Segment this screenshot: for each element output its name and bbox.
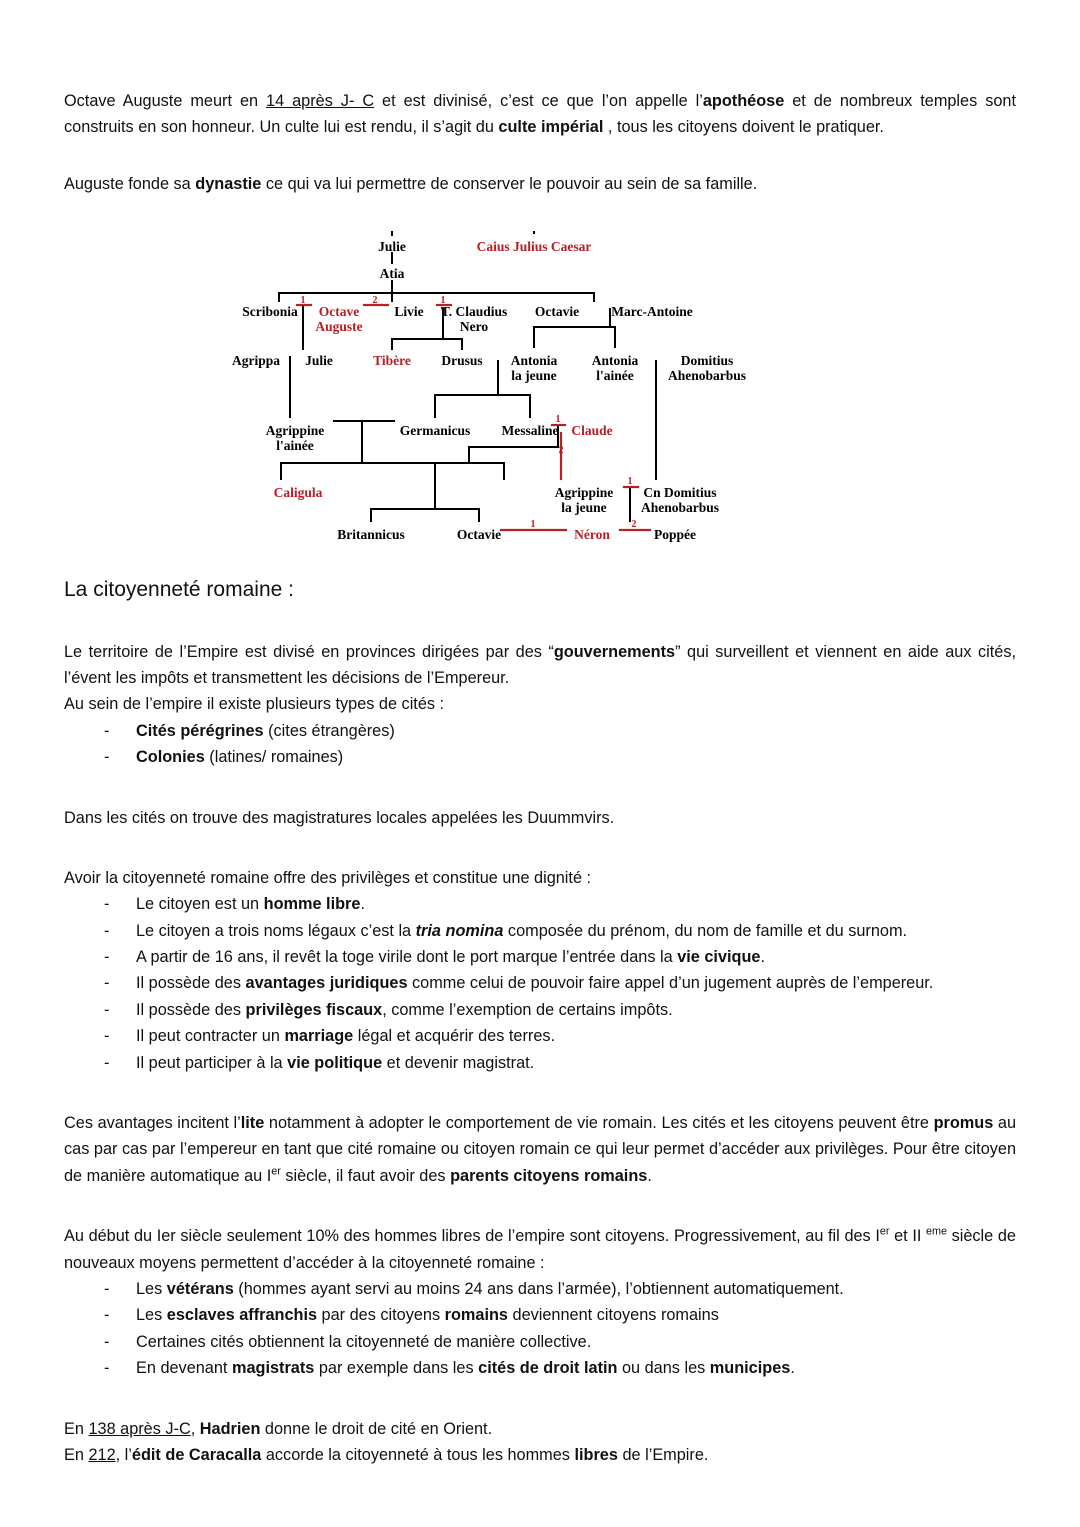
list-dash: - (104, 1053, 110, 1072)
list-item-mid: par exemple dans les (314, 1359, 479, 1378)
list-item-bold: homme libre (263, 895, 361, 914)
section-title-citoyennete: La citoyenneté romaine : (64, 578, 294, 602)
list-item-pre: A partir de 16 ans, il revêt la toge virile dont le port marque l’entrée dans la (136, 948, 678, 967)
list-item (64, 1329, 1016, 1355)
family-node-label: Cn Domitius (643, 485, 717, 501)
paragraph-duummvirs: Dans les cités on trouve des magistratures locales appelées les Duummvirs. (64, 808, 615, 827)
family-node-claude (571, 423, 612, 438)
marriage-order-number: 1 (530, 519, 536, 531)
paragraph-types-de-cites: Au sein de l’empire il existe plusieurs types de cités : (64, 695, 445, 714)
list-item-rest: comme celui de pouvoir faire appel d’un jugement auprès de l’empereur. (407, 974, 934, 993)
list-item-pre: En devenant (136, 1359, 232, 1378)
julio-claudian-family-tree (64, 231, 1016, 541)
family-tree-connectors (64, 231, 1016, 541)
list-dash: - (104, 1000, 110, 1019)
paragraph-privileges-intro: Avoir la citoyenneté romaine offre des privilèges et constitue une dignité : (64, 868, 592, 887)
list-item-bold: Cités pérégrines (136, 721, 264, 740)
p10-text-d: de l’Empire. (617, 1445, 709, 1464)
family-node-messaline (502, 423, 559, 438)
p1-text-c: et de nombreux temples sont construits en son honneur. Un culte lui est rendu, il s’agit du (64, 92, 1016, 137)
family-node-label: Britannicus (337, 527, 405, 543)
p1-bold-apotheose: apothéose (702, 92, 785, 110)
list-item-pre: Certaines cités obtiennent la citoyenneté de manière collective. (136, 1332, 592, 1351)
p2-bold-dynastie: dynastie (195, 174, 262, 193)
list-item-rest: deviennent citoyens romains (507, 1306, 719, 1325)
p7-superscript-er: er (271, 1165, 281, 1178)
list-item-pre: Il possède des (136, 974, 246, 993)
p10-bold-edit-caracalla: édit de Caracalla (131, 1445, 262, 1464)
list-item-bold: magistrats (231, 1359, 315, 1378)
family-node-livie (394, 304, 423, 319)
spacer (64, 1189, 1016, 1223)
p2-text-b: ce qui va lui permettre de conserver le pouvoir au sein de sa famille. (261, 174, 758, 193)
list-dash: - (104, 948, 110, 967)
list-item-rest: (cites étrangères) (263, 721, 395, 740)
marriage-order-number: 2 (631, 519, 637, 531)
family-node-label: Caligula (273, 485, 323, 501)
list-item-bold: avantages juridiques (245, 974, 408, 993)
p7-text-a: Ces avantages incitent l’ (64, 1114, 241, 1133)
family-node-label: Antonia (510, 353, 558, 369)
spacer (64, 541, 1016, 575)
list-dash: - (104, 1306, 110, 1325)
list-item-pre: Les (136, 1306, 167, 1325)
family-node-marc_antoine (611, 304, 692, 319)
paragraph-avantages-incitent (64, 1110, 1016, 1189)
paragraph-octave-auguste (64, 88, 1016, 141)
family-node-label: Octave (318, 304, 360, 320)
list-item (64, 1276, 1016, 1302)
family-node-label-line2: Auguste (315, 319, 363, 335)
list-item-rest: (latines/ romaines) (204, 748, 344, 767)
list-item-mid: par des citoyens (317, 1306, 445, 1325)
marriage-order-number: 1 (440, 295, 446, 307)
family-node-label: Antonia (591, 353, 639, 369)
spacer (64, 605, 1016, 639)
marriage-order-number: 1 (300, 295, 306, 307)
list-item (64, 1023, 1016, 1049)
family-node-julie_top (378, 239, 406, 254)
family-node-label: Drusus (441, 353, 483, 369)
family-node-label-line2: l'ainée (596, 368, 634, 384)
family-node-label-line2: la jeune (511, 368, 557, 384)
family-node-germanicus (400, 423, 471, 438)
list-item-rest: . (790, 1359, 795, 1378)
p8-text-b: et II (889, 1227, 927, 1246)
list-item-bold: vétérans (166, 1279, 234, 1298)
list-item-bold3: municipes (709, 1359, 791, 1378)
list-item-rest: composée du prénom, du nom de famille et du surnom. (503, 921, 908, 940)
list-item-bold: privilèges fiscaux (245, 1000, 383, 1019)
family-node-agrippine_la_jeune (555, 485, 614, 515)
family-node-atia (380, 266, 405, 281)
spacer (64, 197, 1016, 231)
p9-bold-hadrien: Hadrien (199, 1419, 261, 1438)
list-item (64, 970, 1016, 996)
list-item-bold2: cités de droit latin (478, 1359, 618, 1378)
family-node-label-line2: la jeune (561, 500, 607, 516)
list-item-pre: Il peut contracter un (136, 1027, 285, 1046)
list-item-rest: (hommes ayant servi au moins 24 ans dans l’armée), l’obtiennent automatiquement. (233, 1279, 844, 1298)
family-node-label: Marc-Antoine (611, 304, 693, 320)
list-dash: - (104, 921, 110, 940)
family-node-label: Messaline (501, 423, 559, 439)
list-dash: - (104, 721, 110, 740)
family-node-agrippine_lainee (266, 423, 325, 453)
list-dash: - (104, 1279, 110, 1298)
list-item-bold: vie politique (287, 1053, 383, 1072)
list-types-de-cites (64, 718, 1016, 771)
family-node-label: T. Claudius (440, 304, 508, 320)
family-node-cn_domitius_ahenobarbus (641, 485, 719, 515)
p1-text-a: Octave Auguste meurt en (64, 92, 267, 110)
paragraph-hadrien-138 (64, 1416, 1016, 1442)
list-item (64, 997, 1016, 1023)
list-item-italic: tria nomina (415, 921, 504, 940)
p1-bold-culte-imperial: culte impérial (498, 118, 604, 137)
family-node-label: Livie (394, 304, 424, 320)
family-node-neron (574, 527, 610, 542)
family-node-octavie_top (535, 304, 579, 319)
list-dash: - (104, 1359, 110, 1378)
p1-underline-date: 14 après J- C (266, 92, 375, 110)
list-item-pre: Le citoyen a trois noms légaux c’est la (136, 921, 416, 940)
list-item (64, 718, 1016, 744)
family-node-label-line2: l'ainée (276, 438, 314, 454)
marriage-order-number: 1 (627, 476, 633, 488)
family-node-label: Scribonia (242, 304, 298, 320)
list-item-bold: Colonies (136, 748, 205, 767)
p10-text-b: , l’ (115, 1445, 132, 1464)
family-node-antonia_lainee (592, 353, 639, 383)
family-node-label: Caius Julius Caesar (476, 239, 592, 255)
family-node-domitius_ahenobarbus (668, 353, 746, 383)
list-dash: - (104, 1027, 110, 1046)
list-dash: - (104, 974, 110, 993)
family-node-label: Néron (574, 527, 610, 543)
list-item (64, 918, 1016, 944)
p3-text-a: Le territoire de l’Empire est divisé en provinces dirigées par des “ (64, 642, 554, 661)
family-node-julie_2 (305, 353, 333, 368)
list-item (64, 891, 1016, 917)
list-item-rest: . (760, 948, 765, 967)
family-node-label: Agrippa (231, 353, 281, 369)
list-privileges (64, 891, 1016, 1076)
p2-text-a: Auguste fonde sa (64, 174, 196, 193)
list-item-bold: esclaves affranchis (166, 1306, 318, 1325)
marriage-order-number: 2 (372, 295, 378, 307)
family-node-label: Claude (571, 423, 613, 439)
family-node-octave_auguste (315, 304, 362, 334)
marriage-order-number: 1 (555, 414, 561, 426)
list-item-rest: , comme l’exemption de certains impôts. (382, 1000, 673, 1019)
family-node-label-line2: Ahenobarbus (640, 500, 720, 516)
list-dash: - (104, 895, 110, 914)
p8-superscript-eme: eme (926, 1225, 947, 1238)
list-dash: - (104, 1332, 110, 1351)
list-item-rest: . (360, 895, 365, 914)
p10-bold-libres: libres (574, 1445, 618, 1464)
family-node-label-line2: Nero (459, 319, 489, 335)
family-node-label: Agrippine (554, 485, 614, 501)
family-node-label: Poppée (654, 527, 696, 543)
list-item-pre: Il peut participer à la (136, 1053, 288, 1072)
family-node-scribonia (242, 304, 298, 319)
p7-text-c: au cas par cas par l’empereur en tant que cité romaine ou citoyen romain ce qui leur permet d’accéder aux privilèges. Pour être citoyen de manière automatique au I (64, 1114, 1017, 1185)
p10-text-c: accorde la citoyenneté à tous les hommes (261, 1445, 575, 1464)
paragraph-debut-ier-siecle (64, 1223, 1016, 1276)
family-node-agrippa (232, 353, 280, 368)
p7-bold-promus: promus (933, 1114, 994, 1133)
p8-text-a: Au début du Ier siècle seulement 10% des hommes libres de l’empire sont citoyens. Progressivement, au fil des I (64, 1227, 880, 1246)
family-node-label-line2: Ahenobarbus (667, 368, 747, 384)
spacer (64, 141, 1016, 171)
family-node-label: Atia (379, 266, 405, 282)
list-item-pre: Les (136, 1279, 167, 1298)
family-node-caius_julius_caesar (477, 239, 592, 254)
p3-bold-gouvernements: gouvernements (553, 642, 676, 661)
family-node-label: Germanicus (399, 423, 471, 439)
p7-bold-lite: lite (240, 1114, 265, 1133)
p7-text-e: . (647, 1166, 652, 1185)
list-item (64, 1050, 1016, 1076)
family-node-label: Agrippine (265, 423, 325, 439)
family-node-label: Domitius (680, 353, 734, 369)
family-node-label: Octavie (456, 527, 502, 543)
list-item-bold: marriage (284, 1027, 354, 1046)
list-item (64, 1355, 1016, 1381)
family-node-poppee (654, 527, 696, 542)
p3-text-b: ” qui surveillent et viennent en aide aux cités, l’évent les impôts et transmettent les décisions de l’Empereur. (64, 642, 1016, 687)
p7-bold-parents-citoyens: parents citoyens romains (450, 1166, 648, 1185)
family-node-label: Octavie (534, 304, 580, 320)
list-item-rest: légal et acquérir des terres. (353, 1027, 556, 1046)
p9-text-b: , (190, 1419, 200, 1438)
list-acces-citoyennete (64, 1276, 1016, 1382)
list-item-rest: et devenir magistrat. (382, 1053, 535, 1072)
family-node-t_claudius_nero (441, 304, 508, 334)
list-item-bold2: romains (444, 1306, 508, 1325)
family-node-tibere (373, 353, 411, 368)
family-node-drusus (441, 353, 482, 368)
list-item-mid2: ou dans les (617, 1359, 710, 1378)
family-node-britannicus (337, 527, 405, 542)
p7-text-d: siècle, il faut avoir des (280, 1166, 451, 1185)
paragraph-territoire-empire (64, 639, 1016, 692)
paragraph-dynastie (64, 171, 1016, 197)
paragraph-caracalla-212 (64, 1442, 1016, 1468)
p8-superscript-er: er (879, 1225, 890, 1238)
family-node-octavie_bottom (457, 527, 501, 542)
family-node-label: Julie (305, 353, 333, 369)
p7-text-b: notamment à adopter le comportement de vie romain. Les cités et les citoyens peuvent être (264, 1114, 934, 1133)
p10-text-a: En (64, 1445, 89, 1464)
family-node-caligula (274, 485, 323, 500)
list-item (64, 744, 1016, 770)
p8-text-c: siècle de nouveaux moyens permettent d’accéder à la citoyenneté romaine : (64, 1227, 1016, 1272)
list-item (64, 1302, 1016, 1328)
marriage-order-number: 2 (558, 445, 564, 457)
spacer (64, 771, 1016, 805)
document-content (64, 88, 1016, 1468)
p1-text-d: , tous les citoyens doivent le pratiquer. (603, 118, 884, 137)
spacer (64, 1076, 1016, 1110)
p9-underline-date: 138 après J-C (88, 1419, 191, 1438)
list-dash: - (104, 748, 110, 767)
family-node-antonia_la_jeune (511, 353, 558, 383)
list-item-pre: Il possède des (136, 1000, 246, 1019)
p1-text-b: et est divinisé, c’est ce que l’on appelle l’ (374, 92, 703, 110)
list-item (64, 944, 1016, 970)
family-node-label: Tibère (373, 353, 411, 369)
p9-text-a: En (64, 1419, 89, 1438)
p9-text-c: donne le droit de cité en Orient. (260, 1419, 493, 1438)
p10-underline-date: 212 (88, 1445, 116, 1464)
spacer (64, 831, 1016, 865)
family-node-label: Julie (378, 239, 406, 255)
list-item-bold: vie civique (677, 948, 761, 967)
spacer (64, 1382, 1016, 1416)
list-item-pre: Le citoyen est un (136, 895, 264, 914)
